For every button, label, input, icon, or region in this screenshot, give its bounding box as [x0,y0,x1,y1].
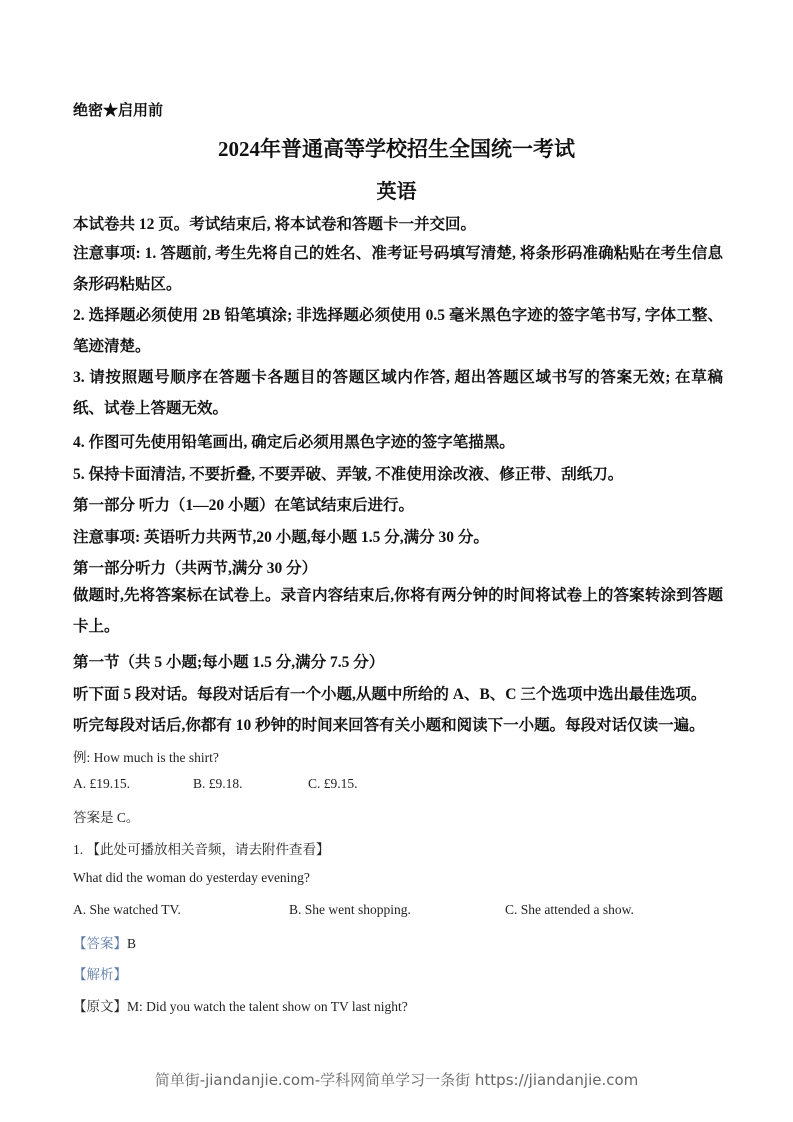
subject-title: 英语 [376,181,417,203]
transcript-line [73,995,408,1015]
answer-value: B [127,936,137,951]
example-option-b: B. £9.18. [193,776,243,791]
intro-line: 本试卷共 12 页。考试结束后, 将本试卷和答题卡一并交回。 [73,216,477,233]
answer-label: 【答案】 [73,936,127,951]
notice-5: 5. 保持卡面清洁, 不要折叠, 不要弄破、弄皱, 不准使用涂改液、修正带、刮纸刀。 [73,466,624,483]
section-title: 第一节（共 5 小题;每小题 1.5 分,满分 7.5 分） [73,654,385,671]
section-instruction-1: 听下面 5 段对话。每段对话后有一个小题,从题中所给的 A、B、C 三个选项中选出最佳选项。 [73,686,707,703]
part-heading: 第一部分 听力（1—20 小题）在笔试结束后进行。 [73,497,415,514]
example-option-c: C. £9.15. [308,776,358,791]
transcript-label: 【原文】 [73,999,127,1014]
audio-note[interactable]: 1. 【此处可播放相关音频，请去附件查看】 [73,842,330,857]
notice-3: 3. 请按照题号顺序在答题卡各题目的答题区域内作答, 超出答题区域书写的答案无效; 在草稿纸、试卷上答题无效。 [73,369,723,417]
question-1-text: What did the woman do yesterday evening? [73,870,310,885]
secret-mark: 绝密★启用前 [73,103,164,119]
answer-line [73,932,136,952]
section-instruction-2: 听完每段对话后,你都有 10 秒钟的时间来回答有关小题和阅读下一小题。每段对话仅读一遍。 [73,717,705,734]
part-title: 第一部分听力（共两节,满分 30 分） [73,560,318,577]
listening-notice: 注意事项: 英语听力共两节,20 小题,每小题 1.5 分,满分 30 分。 [73,529,489,546]
example-option-a: A. £19.15. [73,776,130,791]
analysis-label: 【解析】 [73,967,127,982]
question-1-option-a: A. She watched TV. [73,902,181,917]
notice-4: 4. 作图可先使用铅笔画出, 确定后必须用黑色字迹的签字笔描黑。 [73,434,515,451]
example-question: 例: How much is the shirt? [73,750,219,765]
exam-title: 2024年普通高等学校招生全国统一考试 [218,137,575,161]
question-1-option-b: B. She went shopping. [289,902,411,917]
question-1-option-c: C. She attended a show. [505,902,634,917]
notice-1: 注意事项: 1. 答题前, 考生先将自己的姓名、准考证号码填写清楚, 将条形码准确粘贴在考生信息条形码粘贴区。 [73,245,723,293]
example-answer: 答案是 C。 [73,810,140,825]
transcript-text: M: Did you watch the talent show on TV last night? [127,999,408,1014]
notice-2: 2. 选择题必须使用 2B 铅笔填涂; 非选择题必须使用 0.5 毫米黑色字迹的签字笔书写, 字体工整、笔迹清楚。 [73,307,723,355]
transfer-note: 做题时,先将答案标在试卷上。录音内容结束后,你将有两分钟的时间将试卷上的答案转涂到答题卡上。 [73,587,723,635]
footer-watermark: 简单街-jiandanjie.com-学科网简单学习一条街 https://jiandanjie.com [154,1071,639,1089]
